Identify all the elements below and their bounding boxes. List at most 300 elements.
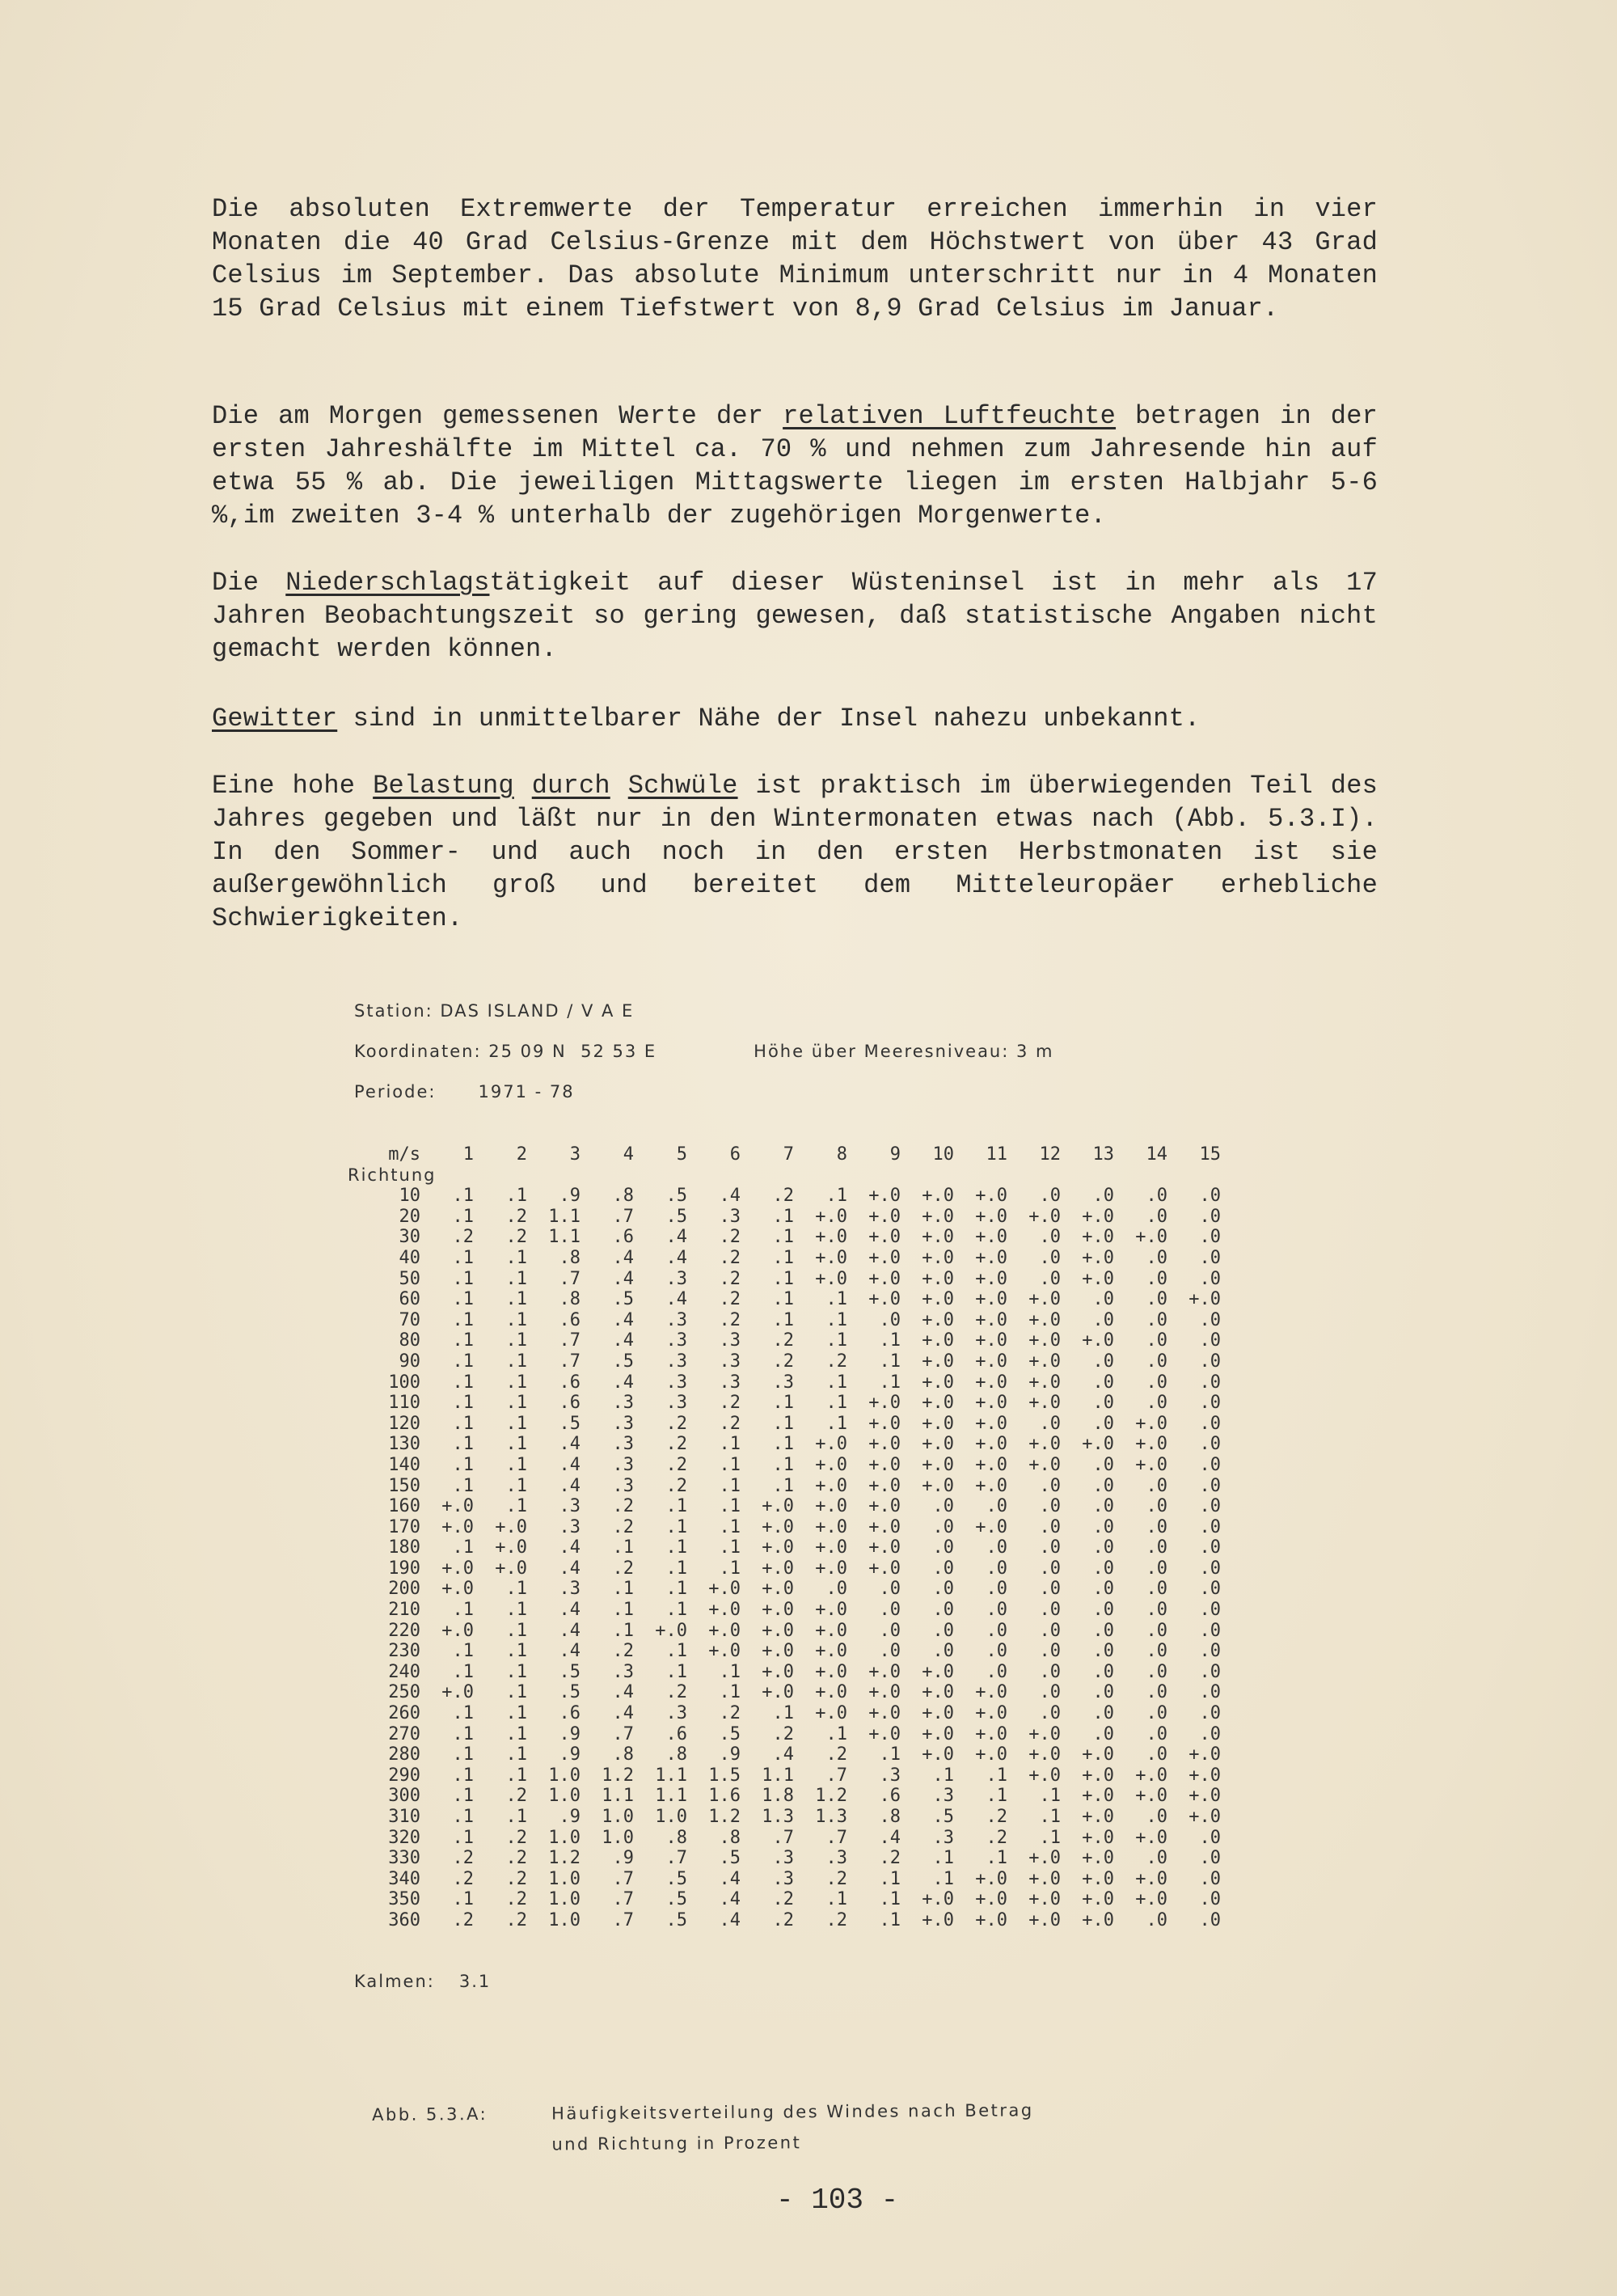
frequency-cell: .0 [1146, 1330, 1167, 1351]
speed-header-row [348, 1144, 1221, 1165]
frequency-cell: .5 [719, 1848, 741, 1869]
frequency-cell: .6 [559, 1393, 581, 1414]
frequency-cell: +.0 [922, 1372, 954, 1393]
table-row [348, 1496, 1221, 1517]
frequency-cell: .3 [612, 1661, 634, 1682]
direction-cell: 90 [399, 1351, 420, 1372]
frequency-cell: .0 [1092, 1393, 1114, 1414]
frequency-cell: +.0 [868, 1289, 901, 1310]
direction-cell: 100 [388, 1372, 420, 1393]
direction-cell: 260 [388, 1703, 420, 1724]
frequency-cell: +.0 [1082, 1807, 1114, 1827]
frequency-cell: +.0 [1082, 1868, 1114, 1889]
frequency-cell: +.0 [1028, 1848, 1061, 1869]
frequency-cell: .5 [719, 1723, 741, 1744]
speed-col: 13 [1092, 1144, 1114, 1165]
frequency-cell: .1 [932, 1848, 954, 1869]
frequency-cell: .1 [719, 1558, 741, 1579]
frequency-cell: .1 [932, 1765, 954, 1786]
frequency-cell: .3 [932, 1827, 954, 1848]
frequency-cell: .1 [505, 1247, 527, 1268]
frequency-cell: .1 [665, 1516, 687, 1537]
frequency-cell: .2 [986, 1827, 1007, 1848]
frequency-cell: .0 [1092, 1641, 1114, 1662]
frequency-cell: 1.1 [762, 1765, 794, 1786]
frequency-cell: +.0 [975, 1703, 1007, 1724]
frequency-cell: .1 [772, 1247, 794, 1268]
frequency-cell: +.0 [495, 1537, 527, 1558]
frequency-cell: .0 [1039, 1516, 1061, 1537]
frequency-cell: .0 [1092, 1496, 1114, 1517]
table-row [348, 1310, 1221, 1331]
frequency-cell: +.0 [975, 1289, 1007, 1310]
speed-col: 15 [1199, 1144, 1221, 1165]
frequency-cell: +.0 [975, 1247, 1007, 1268]
frequency-cell: .0 [1199, 1558, 1221, 1579]
frequency-cell: .2 [452, 1909, 474, 1930]
frequency-cell: .1 [1039, 1807, 1061, 1827]
frequency-cell: +.0 [1135, 1434, 1167, 1455]
frequency-cell: .0 [1092, 1454, 1114, 1475]
frequency-cell: .9 [559, 1186, 581, 1207]
frequency-cell: .5 [665, 1206, 687, 1227]
frequency-cell: 1.0 [548, 1868, 581, 1889]
frequency-cell: .0 [1039, 1247, 1061, 1268]
frequency-cell: +.0 [922, 1268, 954, 1289]
frequency-cell: .8 [612, 1744, 634, 1765]
frequency-cell: +.0 [1135, 1827, 1167, 1848]
frequency-cell: .0 [932, 1579, 954, 1600]
frequency-cell: +.0 [441, 1682, 474, 1703]
frequency-cell: .5 [932, 1807, 954, 1827]
frequency-cell: +.0 [1082, 1206, 1114, 1227]
frequency-cell: +.0 [815, 1434, 847, 1455]
frequency-cell: .4 [612, 1247, 634, 1268]
frequency-cell: .0 [1199, 1330, 1221, 1351]
frequency-cell: .1 [772, 1227, 794, 1248]
frequency-cell: .3 [879, 1765, 901, 1786]
frequency-cell: .0 [1199, 1579, 1221, 1600]
frequency-cell: .0 [1092, 1186, 1114, 1207]
frequency-cell: +.0 [815, 1558, 847, 1579]
frequency-cell: +.0 [922, 1703, 954, 1724]
frequency-cell: .1 [879, 1351, 901, 1372]
frequency-cell: .2 [719, 1393, 741, 1414]
table-row [348, 1248, 1221, 1269]
text-span: sind in unmittelbarer Nähe der Insel nahezu unbekannt. [337, 704, 1201, 734]
frequency-cell: .0 [1039, 1413, 1061, 1434]
frequency-cell: .1 [452, 1786, 474, 1807]
frequency-cell: .1 [505, 1289, 527, 1310]
frequency-cell: .1 [825, 1372, 847, 1393]
frequency-cell: +.0 [868, 1186, 901, 1207]
table-row [348, 1848, 1221, 1869]
frequency-cell: 1.6 [708, 1786, 741, 1807]
frequency-cell: +.0 [975, 1475, 1007, 1496]
frequency-cell: +.0 [868, 1682, 901, 1703]
frequency-cell: .0 [932, 1537, 954, 1558]
frequency-cell: .8 [559, 1247, 581, 1268]
frequency-cell: +.0 [975, 1330, 1007, 1351]
frequency-cell: .0 [1039, 1600, 1061, 1621]
frequency-cell: .1 [505, 1309, 527, 1330]
frequency-cell: .0 [1092, 1703, 1114, 1724]
frequency-cell: +.0 [868, 1475, 901, 1496]
direction-cell: 20 [399, 1206, 420, 1227]
table-row [348, 1682, 1221, 1703]
frequency-cell: .1 [505, 1186, 527, 1207]
underlined-term: Belastung [373, 771, 514, 801]
frequency-cell: .0 [1146, 1537, 1167, 1558]
frequency-cell: .4 [559, 1620, 581, 1641]
frequency-cell: +.0 [1082, 1889, 1114, 1910]
frequency-cell: .0 [1199, 1206, 1221, 1227]
frequency-cell: .0 [1146, 1579, 1167, 1600]
frequency-cell: .0 [1146, 1661, 1167, 1682]
periode-value: 1971 - 78 [478, 1082, 575, 1101]
frequency-cell: +.0 [922, 1289, 954, 1310]
frequency-cell: +.0 [1028, 1372, 1061, 1393]
frequency-cell: +.0 [975, 1889, 1007, 1910]
caption-label: Abb. 5.3.A: [372, 2104, 488, 2125]
underlined-term: relativen Luftfeuchte [783, 401, 1117, 431]
frequency-cell: .1 [879, 1889, 901, 1910]
frequency-cell: .0 [1199, 1454, 1221, 1475]
frequency-cell: .0 [1199, 1186, 1221, 1207]
frequency-cell: .1 [719, 1475, 741, 1496]
frequency-cell: .1 [772, 1289, 794, 1310]
frequency-cell: .3 [665, 1393, 687, 1414]
frequency-cell: .4 [612, 1330, 634, 1351]
frequency-cell: +.0 [815, 1247, 847, 1268]
frequency-cell: +.0 [922, 1475, 954, 1496]
direction-cell: 270 [388, 1723, 420, 1744]
speed-col: 6 [729, 1144, 741, 1165]
frequency-cell: .3 [719, 1330, 741, 1351]
frequency-cell: .7 [665, 1848, 687, 1869]
frequency-cell: .0 [1146, 1393, 1167, 1414]
frequency-cell: .0 [1199, 1496, 1221, 1517]
frequency-cell: .2 [825, 1868, 847, 1889]
frequency-cell: .0 [1039, 1641, 1061, 1662]
frequency-cell: .1 [932, 1868, 954, 1889]
kalmen-value: 3.1 [458, 1972, 492, 1991]
paragraph-text: Die absoluten Extremwerte der Temperatur erreichen immerhin in vier Monaten die 40 Grad Celsius-Grenze mit dem Höchstwert von über 43 Grad Celsius im September. Das absolute Minimum unterschritt nur in 4 Monaten 15 Grad Celsius mit einem Tiefstwert von 8,9 Grad Celsius im Januar. [212, 194, 1378, 323]
frequency-cell: .2 [719, 1268, 741, 1289]
frequency-cell: .1 [719, 1516, 741, 1537]
frequency-cell: +.0 [495, 1558, 527, 1579]
frequency-cell: .9 [559, 1807, 581, 1827]
frequency-cell: .2 [505, 1227, 527, 1248]
frequency-cell: .2 [505, 1827, 527, 1848]
frequency-cell: 1.0 [602, 1827, 634, 1848]
frequency-cell: +.0 [1082, 1848, 1114, 1869]
frequency-cell: +.0 [708, 1600, 741, 1621]
frequency-cell: +.0 [1188, 1786, 1221, 1807]
frequency-cell: +.0 [1135, 1889, 1167, 1910]
frequency-cell: 1.2 [815, 1786, 847, 1807]
frequency-cell: +.0 [1135, 1413, 1167, 1434]
frequency-cell: +.0 [868, 1454, 901, 1475]
frequency-cell: .1 [452, 1351, 474, 1372]
frequency-cell: +.0 [975, 1268, 1007, 1289]
wind-table-body [348, 1186, 1221, 1930]
frequency-cell: +.0 [815, 1454, 847, 1475]
frequency-cell: .4 [612, 1309, 634, 1330]
frequency-cell: +.0 [922, 1186, 954, 1207]
frequency-cell: +.0 [815, 1516, 847, 1537]
frequency-cell: +.0 [1188, 1807, 1221, 1827]
table-row [348, 1765, 1221, 1786]
frequency-cell: .1 [452, 1454, 474, 1475]
frequency-cell: +.0 [922, 1227, 954, 1248]
frequency-cell: .2 [612, 1496, 634, 1517]
frequency-cell: +.0 [975, 1434, 1007, 1455]
frequency-cell: .0 [986, 1579, 1007, 1600]
frequency-cell: .0 [1146, 1723, 1167, 1744]
frequency-cell: +.0 [762, 1579, 794, 1600]
frequency-cell: .0 [1092, 1600, 1114, 1621]
frequency-cell: .0 [986, 1600, 1007, 1621]
frequency-cell: .1 [452, 1268, 474, 1289]
frequency-cell: +.0 [1028, 1744, 1061, 1765]
frequency-cell: .1 [505, 1268, 527, 1289]
frequency-cell: .0 [1039, 1227, 1061, 1248]
frequency-cell: .2 [772, 1889, 794, 1910]
frequency-cell: .0 [1199, 1682, 1221, 1703]
frequency-cell: .0 [1199, 1268, 1221, 1289]
page-number: - 103 - [776, 2184, 899, 2217]
frequency-cell: .0 [1092, 1372, 1114, 1393]
frequency-cell: .2 [505, 1889, 527, 1910]
richtung-header-row [348, 1165, 1221, 1186]
frequency-cell: .1 [719, 1434, 741, 1455]
frequency-cell: .7 [612, 1868, 634, 1889]
frequency-cell: .6 [665, 1723, 687, 1744]
frequency-cell: .1 [452, 1744, 474, 1765]
frequency-cell: .3 [559, 1516, 581, 1537]
frequency-cell: +.0 [868, 1558, 901, 1579]
frequency-cell: .0 [1092, 1579, 1114, 1600]
table-row [348, 1724, 1221, 1745]
frequency-cell: +.0 [815, 1703, 847, 1724]
frequency-cell: .1 [452, 1661, 474, 1682]
frequency-cell: .1 [825, 1309, 847, 1330]
direction-cell: 300 [388, 1786, 420, 1807]
frequency-cell: .0 [1092, 1682, 1114, 1703]
table-row [348, 1703, 1221, 1724]
frequency-cell: .2 [505, 1206, 527, 1227]
frequency-cell: +.0 [868, 1661, 901, 1682]
table-row [348, 1351, 1221, 1372]
frequency-cell: +.0 [762, 1600, 794, 1621]
frequency-cell: +.0 [922, 1744, 954, 1765]
hoehe-text: Höhe über Meeresniveau: 3 m [754, 1042, 1054, 1061]
frequency-cell: .3 [932, 1786, 954, 1807]
frequency-cell: .1 [505, 1765, 527, 1786]
frequency-cell: .2 [825, 1909, 847, 1930]
frequency-cell: .0 [1146, 1600, 1167, 1621]
frequency-cell: .0 [932, 1600, 954, 1621]
table-row [348, 1869, 1221, 1890]
frequency-cell: .1 [772, 1434, 794, 1455]
frequency-cell: +.0 [922, 1723, 954, 1744]
speed-col: 3 [569, 1144, 581, 1165]
direction-cell: 210 [388, 1600, 420, 1621]
frequency-cell: .2 [825, 1744, 847, 1765]
frequency-cell: .1 [505, 1703, 527, 1724]
frequency-cell: 1.0 [548, 1786, 581, 1807]
direction-cell: 240 [388, 1661, 420, 1682]
station-line: Station: DAS ISLAND / V A E [354, 1001, 635, 1021]
frequency-cell: .2 [719, 1703, 741, 1724]
frequency-cell: .5 [559, 1682, 581, 1703]
frequency-cell: +.0 [922, 1247, 954, 1268]
frequency-cell: 1.1 [548, 1227, 581, 1248]
frequency-cell: 1.0 [548, 1909, 581, 1930]
frequency-cell: +.0 [868, 1393, 901, 1414]
frequency-cell: .1 [452, 1765, 474, 1786]
frequency-cell: .5 [665, 1186, 687, 1207]
frequency-cell: .1 [452, 1309, 474, 1330]
table-row [348, 1330, 1221, 1351]
direction-cell: 290 [388, 1765, 420, 1786]
frequency-cell: .0 [1146, 1807, 1167, 1827]
frequency-cell: .0 [1146, 1247, 1167, 1268]
frequency-cell: .0 [1199, 1703, 1221, 1724]
frequency-cell: +.0 [1188, 1765, 1221, 1786]
frequency-cell: +.0 [975, 1186, 1007, 1207]
speed-col: 8 [836, 1144, 847, 1165]
frequency-cell: .2 [665, 1682, 687, 1703]
frequency-cell: .0 [879, 1620, 901, 1641]
koordinaten-line [354, 1042, 1054, 1061]
frequency-cell: .0 [1092, 1289, 1114, 1310]
frequency-cell: .0 [1199, 1889, 1221, 1910]
frequency-cell: .0 [1146, 1475, 1167, 1496]
frequency-cell: .2 [665, 1434, 687, 1455]
frequency-cell: +.0 [922, 1661, 954, 1682]
frequency-cell: .2 [505, 1848, 527, 1869]
text-span: ist praktisch im überwiegenden Teil des Jahres gegeben und läßt nur in den Wintermonaten etwas nach (Abb. 5.3.I). In den Sommer- und auch noch in den ersten Herbstmonaten ist sie außergewöhnlich groß und bereitet dem Mitteleuropäer erhebliche Schwierigkeiten. [212, 771, 1378, 933]
frequency-cell: .1 [505, 1496, 527, 1517]
frequency-cell: .2 [452, 1868, 474, 1889]
frequency-cell: .2 [772, 1351, 794, 1372]
direction-cell: 50 [399, 1268, 420, 1289]
frequency-cell: .3 [772, 1868, 794, 1889]
frequency-cell: .2 [452, 1848, 474, 1869]
frequency-cell: .0 [986, 1537, 1007, 1558]
frequency-cell: .0 [1146, 1496, 1167, 1517]
frequency-cell: .4 [559, 1434, 581, 1455]
speed-col: 10 [932, 1144, 954, 1165]
underlined-term: durch [531, 771, 610, 801]
frequency-cell: +.0 [975, 1454, 1007, 1475]
frequency-cell: .0 [932, 1620, 954, 1641]
frequency-cell: .9 [719, 1744, 741, 1765]
frequency-cell: 1.0 [548, 1827, 581, 1848]
frequency-cell: .4 [665, 1289, 687, 1310]
frequency-cell: .2 [612, 1516, 634, 1537]
frequency-cell: .0 [1199, 1641, 1221, 1662]
frequency-cell: .7 [772, 1827, 794, 1848]
frequency-cell: .0 [1146, 1309, 1167, 1330]
frequency-cell: .1 [879, 1330, 901, 1351]
frequency-cell: .0 [1146, 1558, 1167, 1579]
frequency-cell: .1 [719, 1682, 741, 1703]
direction-cell: 150 [388, 1475, 420, 1496]
frequency-cell: .0 [1146, 1682, 1167, 1703]
frequency-cell: .5 [559, 1661, 581, 1682]
direction-cell: 30 [399, 1227, 420, 1248]
frequency-cell: .2 [505, 1868, 527, 1889]
table-row [348, 1662, 1221, 1683]
frequency-cell: .0 [879, 1309, 901, 1330]
frequency-cell: +.0 [1028, 1393, 1061, 1414]
frequency-cell: .0 [932, 1558, 954, 1579]
direction-cell: 60 [399, 1289, 420, 1310]
frequency-cell: .3 [612, 1393, 634, 1414]
frequency-cell: .2 [772, 1909, 794, 1930]
paragraph-gewitter [212, 702, 1378, 735]
frequency-cell: +.0 [922, 1682, 954, 1703]
direction-cell: 160 [388, 1496, 420, 1517]
frequency-cell: .1 [505, 1682, 527, 1703]
frequency-cell: .4 [559, 1641, 581, 1662]
frequency-cell: +.0 [1028, 1351, 1061, 1372]
frequency-cell: .1 [665, 1661, 687, 1682]
text-span [610, 771, 628, 801]
frequency-cell: .1 [452, 1889, 474, 1910]
frequency-cell: .4 [612, 1372, 634, 1393]
speed-col: 5 [676, 1144, 687, 1165]
frequency-cell: .3 [719, 1206, 741, 1227]
frequency-cell: .3 [665, 1309, 687, 1330]
frequency-cell: .3 [612, 1434, 634, 1455]
table-row [348, 1372, 1221, 1393]
frequency-cell: .1 [719, 1454, 741, 1475]
table-row [348, 1786, 1221, 1807]
frequency-cell: .1 [772, 1475, 794, 1496]
frequency-cell: .8 [612, 1186, 634, 1207]
frequency-cell: .0 [1146, 1268, 1167, 1289]
frequency-cell: .3 [559, 1579, 581, 1600]
frequency-cell: .0 [986, 1641, 1007, 1662]
frequency-cell: .2 [612, 1558, 634, 1579]
frequency-cell: .4 [559, 1475, 581, 1496]
frequency-cell: +.0 [441, 1516, 474, 1537]
speed-col: 9 [889, 1144, 901, 1165]
frequency-cell: .2 [719, 1247, 741, 1268]
frequency-cell: .3 [719, 1351, 741, 1372]
frequency-cell: +.0 [868, 1516, 901, 1537]
frequency-cell: .1 [772, 1703, 794, 1724]
frequency-cell: +.0 [1028, 1206, 1061, 1227]
frequency-cell: +.0 [1082, 1247, 1114, 1268]
table-row [348, 1517, 1221, 1538]
frequency-cell: .0 [1146, 1516, 1167, 1537]
frequency-cell: .1 [452, 1206, 474, 1227]
direction-cell: 10 [399, 1186, 420, 1207]
frequency-cell: +.0 [815, 1661, 847, 1682]
direction-cell: 280 [388, 1744, 420, 1765]
frequency-cell: +.0 [1082, 1765, 1114, 1786]
frequency-cell: +.0 [815, 1227, 847, 1248]
frequency-cell: .0 [1199, 1247, 1221, 1268]
frequency-cell: .7 [825, 1827, 847, 1848]
table-row [348, 1227, 1221, 1248]
frequency-cell: .1 [772, 1393, 794, 1414]
